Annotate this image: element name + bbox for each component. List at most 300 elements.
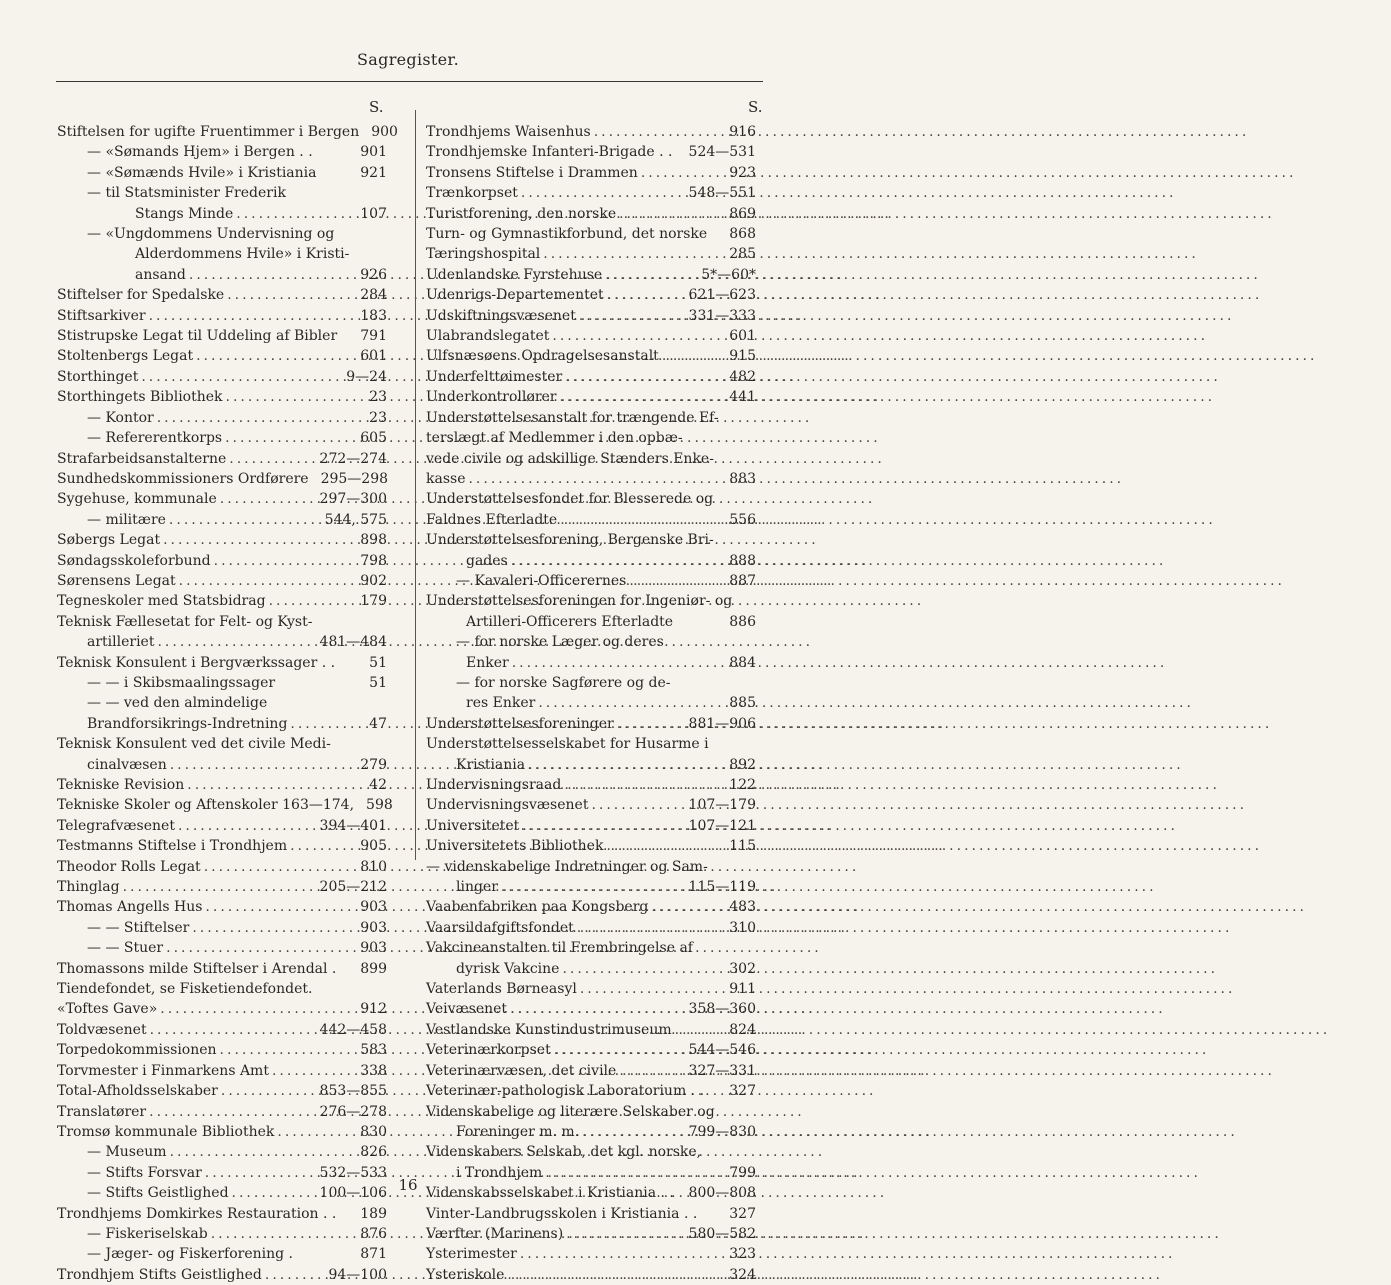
index-entry	[426, 408, 756, 428]
leader-dots	[564, 775, 726, 795]
entry-title: — «Sømænds Hvile» i Kristiania	[87, 164, 317, 181]
entry-title: Søndagsskoleforbund	[57, 552, 211, 569]
header-rule	[56, 81, 763, 82]
entry-title: Tronsens Stiftelse i Drammen	[426, 164, 638, 181]
index-entry	[426, 346, 756, 366]
entry-page: 524—531	[688, 144, 756, 161]
entry-title: Understøttelsesfondet for Blesserede og	[426, 491, 714, 508]
entry-page: 888	[729, 552, 756, 569]
entry-title: Sygehuse, kommunale	[57, 491, 217, 508]
index-entry	[426, 306, 756, 326]
leader-dots	[265, 1265, 326, 1285]
entry-title: Kristiania	[456, 756, 526, 773]
entry-title: Veivæsenet	[426, 1001, 508, 1018]
index-entry	[426, 693, 756, 713]
entry-title: kasse	[426, 470, 466, 487]
leader-dots	[522, 816, 685, 836]
index-entry	[426, 469, 756, 489]
leader-dots	[617, 714, 686, 734]
entry-page: 886	[729, 613, 756, 630]
entry-title: — for norske Sagførere og de-	[456, 674, 671, 691]
leader-dots	[269, 591, 358, 611]
left-column-heading: S.	[369, 98, 384, 116]
index-entry	[426, 387, 756, 407]
index-entry	[426, 1122, 756, 1142]
index-entry	[57, 979, 387, 999]
index-entry	[57, 734, 387, 754]
index-entry	[57, 877, 387, 897]
leader-dots	[290, 836, 357, 856]
index-entry	[57, 1265, 387, 1285]
entry-title: res Enker	[466, 695, 536, 712]
entry-page: 5*—60*	[701, 266, 756, 283]
index-entry	[426, 265, 756, 285]
index-entry	[426, 204, 756, 224]
index-entry	[426, 857, 756, 877]
leader-dots	[157, 408, 366, 428]
entry-page: 544, 575	[324, 511, 387, 528]
entry-title: Telegrafvæsenet	[57, 817, 175, 834]
index-entry	[57, 571, 387, 591]
leader-dots	[272, 1061, 357, 1081]
leader-dots	[178, 816, 317, 836]
entry-page: 903	[360, 899, 387, 916]
entry-title: Ulabrandslegatet	[426, 328, 550, 345]
leader-dots	[179, 571, 358, 591]
leader-dots	[591, 795, 685, 815]
entry-title: Underfelttøimester	[426, 368, 563, 385]
leader-dots	[221, 1081, 317, 1101]
entry-title: Turistforening, den norske	[426, 205, 617, 222]
index-entry	[426, 142, 756, 162]
index-entry	[426, 449, 756, 469]
entry-page: 441	[729, 389, 756, 406]
entry-page: 327	[729, 1205, 756, 1222]
entry-title: — Kontor	[87, 409, 154, 426]
entry-title: Thomas Angells Hus	[57, 899, 203, 916]
entry-title: Understøttelsesforening, Bergenske Bri-	[426, 532, 714, 549]
index-entry	[426, 1244, 756, 1264]
leader-dots	[220, 1040, 358, 1060]
leader-dots	[543, 244, 726, 264]
leader-dots	[607, 285, 686, 305]
index-entry	[426, 775, 756, 795]
entry-title: — militære	[87, 511, 166, 528]
entry-title: Værfter (Marinens)	[426, 1225, 564, 1242]
entry-title: ansand	[135, 266, 186, 283]
entry-title: Foreninger m. m.	[456, 1123, 580, 1140]
entry-page: 601	[360, 348, 387, 365]
entry-title: gades	[466, 552, 508, 569]
index-entry	[57, 1040, 387, 1060]
entry-title: Veterinærvæsen, det civile	[426, 1062, 617, 1079]
index-entry	[57, 530, 387, 550]
index-entry	[57, 428, 387, 448]
entry-title: Vakcineanstalten til Frembringelse af	[426, 940, 693, 957]
entry-title: dyrisk Vakcine	[456, 960, 560, 977]
entry-title: Vaterlands Børneasyl	[426, 981, 577, 998]
entry-title: — — Stiftelser	[87, 919, 190, 936]
entry-title: Theodor Rolls Legat	[57, 858, 201, 875]
entry-title: Stiftelsen for ugifte Fruentimmer i Bergen	[57, 124, 360, 140]
index-entry	[57, 816, 387, 836]
entry-page: 51	[369, 654, 387, 671]
entry-title: Videnskabers Selskab, det kgl. norske,	[426, 1144, 702, 1161]
leader-dots	[560, 510, 726, 530]
index-entry	[57, 183, 387, 203]
index-entry	[57, 142, 387, 162]
leader-dots	[236, 204, 357, 224]
leader-dots	[594, 122, 727, 142]
index-entry	[57, 632, 387, 652]
leader-dots	[169, 510, 322, 530]
entry-page: 905	[360, 838, 387, 855]
index-entry	[57, 897, 387, 917]
entry-page: 621—623	[688, 287, 756, 304]
entry-title: Faldnes Efterladte	[426, 511, 558, 528]
index-entry	[57, 204, 387, 224]
entry-page: 876	[360, 1225, 387, 1242]
entry-title: Søbergs Legat	[57, 532, 161, 549]
index-entry	[426, 816, 756, 836]
entry-title: Tekniske Skoler og Aftenskoler 163—174,	[57, 797, 355, 814]
entry-page: 23	[369, 409, 387, 426]
entry-title: Testmanns Stiftelse i Trondhjem	[57, 838, 288, 855]
index-entry	[426, 285, 756, 305]
entry-title: Ulfsnæsøens Opdragelsesanstalt	[426, 348, 659, 365]
leader-dots	[619, 1061, 685, 1081]
entry-page: 548—551	[688, 185, 756, 202]
entry-title: — for norske Læger og deres	[456, 634, 664, 651]
leader-dots	[619, 204, 726, 224]
entry-title: — «Ungdommens Undervisning og	[87, 226, 335, 243]
entry-page: 601	[729, 328, 756, 345]
leader-dots	[562, 959, 726, 979]
entry-page: 481—484	[319, 634, 387, 651]
entry-page: 394—401	[319, 817, 387, 834]
left-column	[57, 122, 398, 1285]
entry-page: 903	[360, 919, 387, 936]
entry-title: Videnskabsselskabet i Kristiania . .	[426, 1185, 674, 1202]
index-entry	[57, 346, 387, 366]
entry-page: 869	[729, 205, 756, 222]
entry-page: 295—298	[320, 470, 389, 487]
entry-page: 284	[360, 287, 387, 304]
entry-title: Translatører	[57, 1103, 147, 1120]
index-entry	[57, 795, 393, 815]
entry-page: 23	[369, 389, 387, 406]
index-entry	[426, 122, 756, 142]
column-divider	[415, 110, 416, 860]
leader-dots	[507, 1265, 726, 1285]
entry-title: vede civile og adskillige Stænders Enke-	[426, 450, 714, 467]
index-entry	[426, 1204, 756, 1224]
entry-title: — videnskabelige Indretninger og Sam-	[426, 858, 708, 875]
entry-page: 800—808	[688, 1185, 756, 1202]
entry-title: Trondhjems Domkirkes Restauration . .	[57, 1205, 337, 1222]
index-entry	[426, 1061, 756, 1081]
index-entry	[57, 510, 387, 530]
entry-title: Trondhjemske Infanteri-Brigade . .	[426, 144, 673, 161]
index-entry	[57, 367, 387, 387]
entry-page: 915	[729, 348, 756, 365]
index-entry	[426, 653, 756, 673]
entry-title: Ysteriskole	[426, 1266, 505, 1283]
entry-page: 276—278	[319, 1103, 387, 1120]
entry-page: 899	[360, 960, 387, 977]
index-entry	[426, 632, 756, 652]
leader-dots	[552, 326, 726, 346]
entry-page: 926	[360, 266, 387, 283]
entry-page: 916	[729, 124, 756, 140]
entry-page: 923	[729, 164, 756, 181]
entry-page: 871	[360, 1246, 387, 1263]
index-entry	[57, 1244, 387, 1264]
index-entry	[57, 163, 387, 183]
entry-page: 580—582	[688, 1225, 756, 1242]
entry-title: Stangs Minde	[135, 205, 234, 222]
leader-dots	[225, 428, 357, 448]
entry-page: 107—179	[688, 797, 756, 814]
leader-dots	[675, 1020, 727, 1040]
entry-page: 911	[729, 981, 756, 998]
entry-page: 853—855	[319, 1083, 387, 1100]
leader-dots	[157, 632, 316, 652]
leader-dots	[559, 387, 726, 407]
entry-page: 183	[360, 307, 387, 324]
entry-title: Sørensens Legat	[57, 572, 176, 589]
entry-page: 892	[729, 756, 756, 773]
leader-dots	[641, 163, 726, 183]
leader-dots	[554, 1040, 686, 1060]
entry-title: Brandforsikrings-Indretning	[87, 715, 288, 732]
index-entry	[426, 612, 756, 632]
entry-title: — Museum	[87, 1144, 167, 1161]
entry-page: 902	[360, 572, 387, 589]
entry-title: Artilleri-Officerers Efterladte	[466, 613, 674, 630]
entry-title: Understøttelsesforeningen for Ingeniør- og	[426, 593, 733, 610]
entry-title: Strafarbeidsanstalterne	[57, 450, 227, 467]
entry-title: Teknisk Konsulent i Bergværkssager . .	[57, 654, 336, 671]
entry-title: Universitetets Bibliothek	[426, 838, 604, 855]
entry-page: 799	[729, 1164, 756, 1181]
index-entry	[426, 224, 756, 244]
entry-title: Thinglag	[57, 879, 120, 896]
index-entry	[426, 1265, 756, 1285]
right-column	[426, 122, 756, 1285]
index-entry	[426, 755, 756, 775]
index-entry	[57, 612, 387, 632]
index-entry	[426, 897, 756, 917]
entry-title: Vaabenfabriken paa Kongsberg	[426, 899, 649, 916]
index-entry	[426, 1040, 756, 1060]
entry-title: Undervisningsraad	[426, 777, 562, 793]
index-entry	[426, 999, 756, 1019]
entry-page: 272—274	[319, 450, 387, 467]
leader-dots	[149, 306, 358, 326]
entry-page: 51	[369, 674, 387, 691]
index-entry	[426, 591, 756, 611]
index-entry	[57, 959, 387, 979]
entry-title: i Trondhjem	[456, 1164, 543, 1181]
entry-title: Understøttelsesselskabet for Husarme i	[426, 736, 709, 753]
entry-page: 331—333	[688, 307, 756, 324]
index-entry	[426, 510, 756, 530]
entry-page: 884	[729, 654, 756, 671]
leader-dots	[229, 449, 316, 469]
entry-title: Vestlandske Kunstindustrimuseum	[426, 1021, 672, 1038]
index-entry	[57, 1122, 387, 1142]
index-entry	[57, 1204, 387, 1224]
leader-dots	[196, 346, 357, 366]
entry-title: Turn- og Gymnastikforbund, det norske	[426, 226, 708, 243]
entry-title: — Stifts Geistlighed	[87, 1185, 229, 1202]
leader-dots	[189, 265, 357, 285]
index-entry	[57, 285, 387, 305]
index-entry	[426, 979, 756, 999]
entry-page: 42	[369, 777, 387, 793]
index-entry	[57, 1224, 387, 1244]
leader-dots	[170, 755, 358, 775]
entry-title: — Jæger- og Fiskerforening .	[87, 1246, 293, 1263]
leader-dots	[510, 999, 685, 1019]
leader-dots	[160, 999, 357, 1019]
leader-dots	[582, 1122, 685, 1142]
right-column-heading: S.	[748, 98, 763, 116]
entry-title: — Stifts Forsvar	[87, 1164, 202, 1181]
entry-page: 903	[360, 940, 387, 957]
index-entry	[426, 326, 756, 346]
leader-dots	[521, 183, 686, 203]
entry-page: 898	[360, 532, 387, 549]
index-entry	[57, 918, 387, 938]
leader-dots	[220, 489, 317, 509]
index-entry	[57, 857, 387, 877]
entry-title: Vaarsildafgiftsfondet	[426, 919, 574, 936]
index-entry	[57, 122, 398, 142]
entry-title: Tekniske Revision	[57, 777, 185, 793]
entry-title: Stoltenbergs Legat	[57, 348, 194, 365]
entry-title: Tiendefondet, se Fisketiendefondet.	[57, 981, 313, 998]
leader-dots	[277, 1122, 357, 1142]
index-entry	[57, 306, 387, 326]
entry-page: 179	[360, 593, 387, 610]
entry-title: «Toftes Gave»	[57, 1001, 158, 1018]
entry-title: Understøttelsesanstalt for trængende Ef-	[426, 409, 719, 426]
entry-page: 605	[360, 430, 387, 447]
entry-page: 598	[366, 797, 393, 814]
index-entry	[57, 551, 387, 571]
entry-title: Torpedokommissionen	[57, 1042, 217, 1059]
entry-title: Ysterimester	[426, 1246, 517, 1263]
entry-title: Vinter-Landbrugsskolen i Kristiania . .	[426, 1205, 698, 1222]
entry-title: — — Stuer	[87, 940, 164, 957]
entry-page: 115—119	[688, 879, 756, 896]
index-entry	[57, 673, 387, 693]
index-entry	[426, 1102, 756, 1122]
entry-page: 297—300	[319, 491, 387, 508]
entry-page: 100—106	[319, 1185, 387, 1202]
entry-page: 310	[729, 919, 756, 936]
entry-title: Teknisk Fællesetat for Felt- og Kyst-	[57, 613, 313, 630]
entry-page: 887	[729, 572, 756, 589]
entry-title: Trondhjem Stifts Geistlighed	[57, 1266, 262, 1283]
entry-title: Trondhjems Waisenhus	[426, 124, 591, 140]
entry-title: Understøttelsesforeninger	[426, 715, 614, 732]
entry-title: Udenrigs-Departementet	[426, 287, 604, 304]
entry-title: Storthinget	[57, 368, 139, 385]
entry-title: Stiftsarkiver	[57, 307, 146, 324]
entry-page: 791	[360, 328, 387, 345]
entry-page: 810	[360, 858, 387, 875]
entry-page: 122	[729, 777, 756, 793]
leader-dots	[511, 551, 727, 571]
entry-title: Enker	[466, 654, 509, 671]
leader-dots	[577, 918, 726, 938]
index-entry	[426, 367, 756, 387]
index-entry	[426, 428, 756, 448]
index-entry	[57, 653, 387, 673]
index-entry	[426, 163, 756, 183]
leader-dots	[192, 918, 357, 938]
entry-title: Undervisningsvæsenet	[426, 797, 589, 814]
leader-dots	[205, 897, 357, 917]
leader-dots	[565, 367, 726, 387]
entry-title: — Refererentkorps	[87, 430, 223, 447]
index-entry	[57, 1020, 387, 1040]
entry-title: Alderdommens Hvile» i Kristi-	[135, 246, 350, 263]
index-entry	[426, 1081, 756, 1101]
index-entry	[57, 489, 387, 509]
index-entry	[426, 673, 756, 693]
entry-page: 338	[360, 1062, 387, 1079]
entry-page: 544—546	[688, 1042, 756, 1059]
index-entry	[57, 387, 387, 407]
entry-page: 189	[360, 1205, 387, 1222]
leader-dots	[149, 1102, 316, 1122]
entry-title: Universitetet	[426, 817, 520, 834]
leader-dots	[226, 387, 367, 407]
index-entry	[426, 1142, 756, 1162]
entry-page: 900	[371, 124, 398, 140]
index-entry	[57, 244, 387, 264]
index-entry	[426, 530, 756, 550]
entry-page: 279	[360, 756, 387, 773]
page-number: 16	[398, 1176, 418, 1194]
entry-page: 324	[729, 1266, 756, 1283]
entry-title: Total-Afholdsselskaber	[57, 1083, 218, 1100]
index-entry	[426, 571, 756, 591]
leader-dots	[290, 714, 366, 734]
index-entry	[57, 326, 387, 346]
entry-title: — — i Skibsmaalingssager	[87, 674, 276, 691]
entry-page: 921	[360, 164, 387, 181]
entry-title: Tæringshospital	[426, 246, 541, 263]
entry-title: — til Statsminister Frederik	[87, 185, 286, 202]
leader-dots	[204, 857, 358, 877]
index-entry	[57, 1081, 387, 1101]
index-entry	[426, 918, 756, 938]
entry-title: — «Sømands Hjem» i Bergen . .	[87, 144, 313, 161]
entry-page: 115	[729, 838, 756, 855]
entry-title: Veterinærkorpset	[426, 1042, 551, 1059]
leader-dots	[501, 877, 686, 897]
entry-page: 47	[369, 715, 387, 732]
entry-title: — Fiskeriselskab	[87, 1225, 208, 1242]
entry-page: 826	[360, 1144, 387, 1161]
index-entry	[426, 938, 756, 958]
entry-page: 94—100	[328, 1266, 387, 1283]
